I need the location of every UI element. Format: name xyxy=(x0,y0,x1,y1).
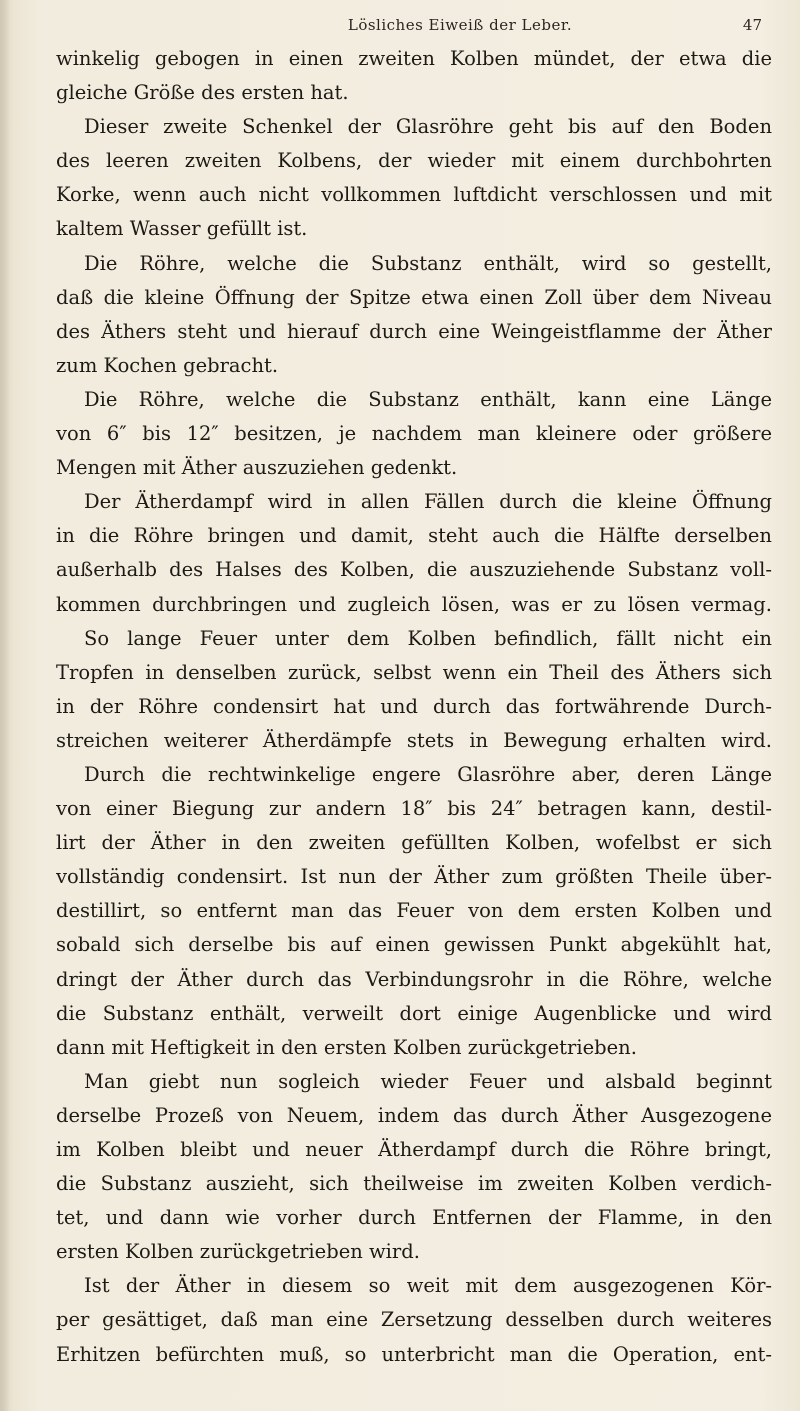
text-line: die Substanz enthält, verweilt dort einige Augenblicke und wird xyxy=(56,1001,772,1025)
body-text xyxy=(56,42,772,1372)
text-line: in die Röhre bringen und damit, steht auch die Hälfte derselben xyxy=(56,524,772,548)
text-line: streichen weiterer Ätherdämpfe stets in Bewegung erhalten wird. xyxy=(56,728,772,752)
text-line: daß die kleine Öffnung der Spitze etwa einen Zoll über dem Niveau xyxy=(56,285,772,309)
text-line: Mengen mit Äther auszuziehen gedenkt. xyxy=(56,456,458,480)
text-line: in der Röhre condensirt hat und durch das fortwährende Durch- xyxy=(56,694,772,718)
text-line: sobald sich derselbe bis auf einen gewissen Punkt abgekühlt hat, xyxy=(56,933,772,957)
text-line: dann mit Heftigkeit in den ersten Kolben zurückgetrieben. xyxy=(56,1035,637,1059)
text-line: Die Röhre, welche die Substanz enthält, kann eine Länge xyxy=(84,387,772,411)
text-line: vollständig condensirt. Ist nun der Äther zum größten Theile über- xyxy=(56,865,772,889)
text-line: Erhitzen befürchten muß, so unterbricht man die Operation, ent- xyxy=(56,1342,772,1366)
text-line: des leeren zweiten Kolbens, der wieder mit einem durchbohrten xyxy=(56,149,772,173)
text-line: Tropfen in denselben zurück, selbst wenn ein Theil des Äthers sich xyxy=(56,660,772,684)
running-title: Lösliches Eiweiß der Leber. xyxy=(347,16,573,34)
text-line: lirt der Äther in den zweiten gefüllten Kolben, wofelbst er sich xyxy=(56,831,772,855)
text-line: des Äthers steht und hierauf durch eine Weingeistflamme der Äther xyxy=(56,319,772,343)
text-line: ersten Kolben zurückgetrieben wird. xyxy=(56,1240,420,1264)
text-line: per gesättiget, daß man eine Zersetzung desselben durch weiteres xyxy=(56,1308,772,1332)
text-line: im Kolben bleibt und neuer Ätherdampf durch die Röhre bringt, xyxy=(56,1138,772,1161)
text-line: destillirt, so entfernt man das Feuer von dem ersten Kolben und xyxy=(56,899,772,923)
text-line: kommen durchbringen und zugleich lösen, was er zu lösen vermag. xyxy=(56,592,772,616)
text-line: zum Kochen gebracht. xyxy=(56,353,279,377)
text-line: tet, und dann wie vorher durch Entfernen der Flamme, in den xyxy=(56,1206,772,1230)
binding-shadow xyxy=(0,0,10,1411)
text-line: Durch die rechtwinkelige engere Glasröhre aber, deren Länge xyxy=(84,762,772,786)
text-line: gleiche Größe des ersten hat. xyxy=(56,81,349,105)
text-line: So lange Feuer unter dem Kolben befindlich, fällt nicht ein xyxy=(84,626,772,650)
text-line: dringt der Äther durch das Verbindungsrohr in die Röhre, welche xyxy=(56,967,772,991)
text-line: die Substanz auszieht, sich theilweise im zweiten Kolben verdich- xyxy=(56,1172,772,1196)
text-line: Korke, wenn auch nicht vollkommen luftdicht verschlossen und mit xyxy=(56,183,772,207)
text-line: derselbe Prozeß von Neuem, indem das durch Äther Ausgezogene xyxy=(56,1103,772,1127)
text-line: Der Ätherdampf wird in allen Fällen durch die kleine Öffnung xyxy=(84,490,772,514)
text-line: außerhalb des Halses des Kolben, die auszuziehende Substanz voll- xyxy=(56,558,772,582)
page-number: 47 xyxy=(742,16,762,34)
text-line: Ist der Äther in diesem so weit mit dem ausgezogenen Kör- xyxy=(84,1274,772,1298)
text-line: von 6″ bis 12″ besitzen, je nachdem man kleinere oder größere xyxy=(56,422,772,446)
text-line: winkelig gebogen in einen zweiten Kolben mündet, der etwa die xyxy=(56,47,772,70)
text-line: kaltem Wasser gefüllt ist. xyxy=(56,217,308,241)
text-line: Dieser zweite Schenkel der Glasröhre geht bis auf den Boden xyxy=(84,115,772,139)
text-line: Die Röhre, welche die Substanz enthält, wird so gestellt, xyxy=(84,251,772,275)
text-line: von einer Biegung zur andern 18″ bis 24″ betragen kann, destil- xyxy=(56,797,772,821)
text-line: Man giebt nun sogleich wieder Feuer und alsbald beginnt xyxy=(84,1069,772,1093)
